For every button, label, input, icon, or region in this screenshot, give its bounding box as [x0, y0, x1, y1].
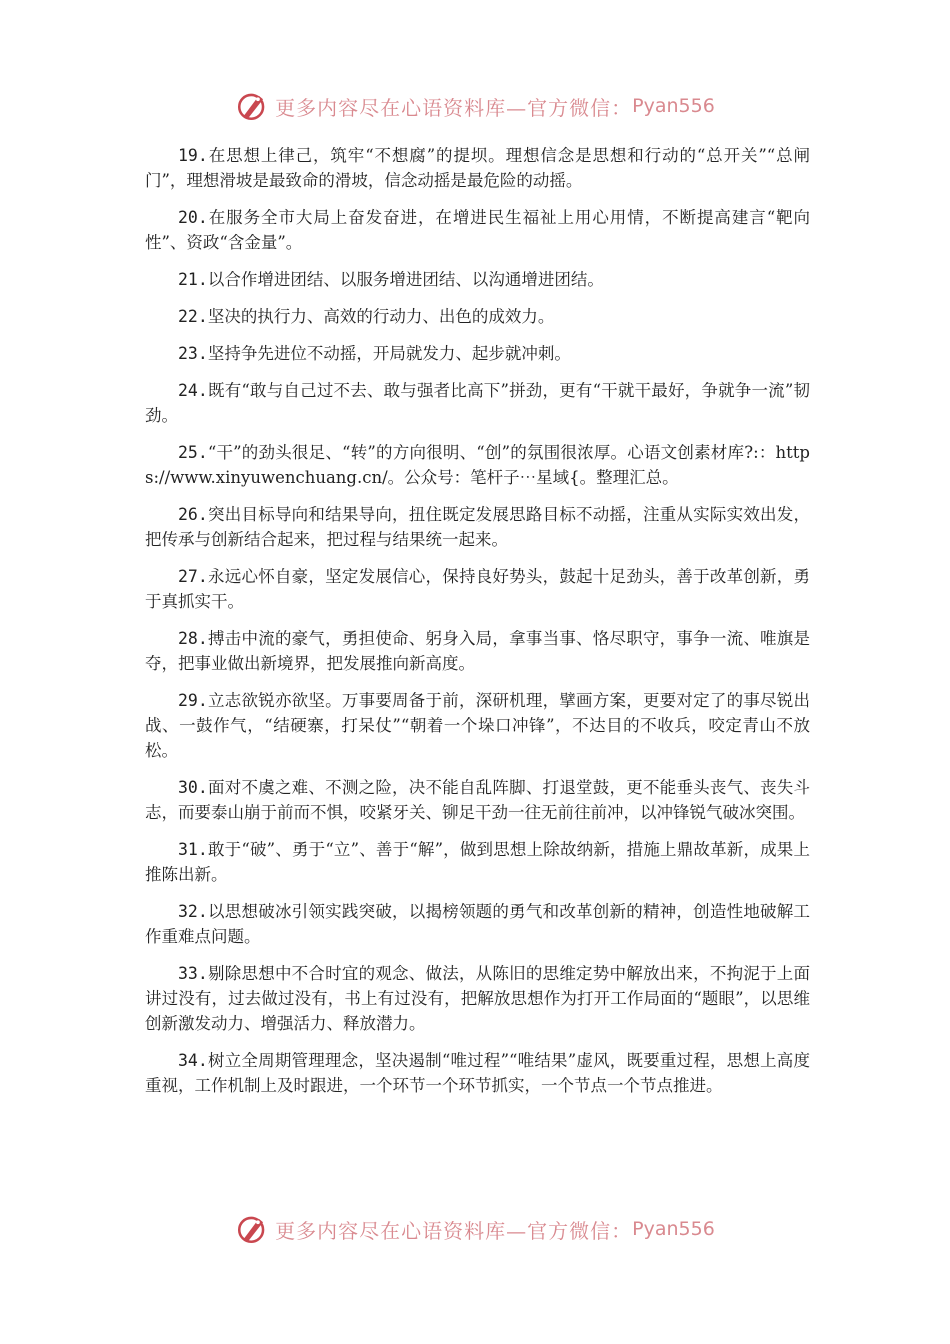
paragraph-26 [145, 502, 810, 552]
banner-wechat-id: Pyan556 [632, 95, 715, 117]
paragraph-25 [145, 440, 810, 490]
pen-nib-logo-icon [235, 1212, 269, 1246]
paragraph-number: 26. [178, 505, 208, 524]
paragraph-number: 25. [178, 443, 208, 462]
footer-banner [0, 1209, 950, 1249]
banner-text: 更多内容尽在心语资料库—官方微信： [275, 95, 633, 120]
paragraph-29 [145, 688, 810, 763]
paragraph-30 [145, 775, 810, 825]
paragraph-number: 29. [178, 691, 208, 710]
paragraph-text: 既有“敢与自己过不去、敢与强者比高下”拼劲，更有“干就干最好，争就争一流”韧劲。 [145, 381, 810, 425]
paragraph-text: 以合作增进团结、以服务增进团结、以沟通增进团结。 [207, 270, 604, 289]
paragraph-34 [145, 1048, 810, 1098]
paragraph-number: 31. [178, 840, 208, 859]
paragraph-21 [145, 267, 810, 292]
paragraph-text: 永远心怀自豪，坚定发展信心，保持良好势头，鼓起十足劲头，善于改革创新，勇于真抓实干。 [145, 567, 810, 611]
paragraph-text: 突出目标导向和结果导向，扭住既定发展思路目标不动摇，注重从实际实效出发，把传承与创新结合起来，把过程与结果统一起来。 [145, 505, 810, 549]
paragraph-33 [145, 961, 810, 1036]
paragraph-23 [145, 341, 810, 366]
paragraph-text: 坚决的执行力、高效的行动力、出色的成效力。 [207, 307, 555, 326]
paragraph-number: 23. [178, 344, 208, 363]
paragraph-text: 剔除思想中不合时宜的观念、做法，从陈旧的思维定势中解放出来，不拘泥于上面讲过没有，过去做过没有，书上有过没有，把解放思想作为打开工作局面的“题眼”，以思维创新激发动力、增强活力、释放潜力。 [145, 964, 810, 1033]
paragraph-text: “干”的劲头很足、“转”的方向很明、“创”的氛围很浓厚。心语文创素材库?:：https://www.xinyuwenchuang.cn/。公众号：笔杆子⋯星域{。整理汇总。 [145, 443, 810, 487]
pen-nib-logo-icon [235, 89, 269, 123]
paragraph-28 [145, 626, 810, 676]
paragraph-text: 以思想破冰引领实践突破，以揭榜领题的勇气和改革创新的精神，创造性地破解工作重难点问题。 [145, 902, 810, 946]
paragraph-31 [145, 837, 810, 887]
paragraph-19 [145, 143, 810, 193]
paragraph-text: 面对不虞之难、不测之险，决不能自乱阵脚、打退堂鼓，更不能垂头丧气、丧失斗志，而要泰山崩于前而不惧，咬紧牙关、铆足干劲一往无前往前冲，以冲锋锐气破冰突围。 [145, 778, 810, 822]
paragraph-24 [145, 378, 810, 428]
document-body [145, 143, 810, 1110]
paragraph-number: 20. [178, 208, 208, 227]
header-banner [0, 86, 950, 126]
paragraph-number: 21. [178, 270, 208, 289]
paragraph-text: 在服务全市大局上奋发奋进，在增进民生福祉上用心用情，不断提高建言“靶向性”、资政“含金量”。 [145, 208, 810, 252]
paragraph-number: 27. [178, 567, 208, 586]
paragraph-number: 33. [178, 964, 208, 983]
paragraph-number: 28. [178, 629, 208, 648]
paragraph-number: 19. [178, 146, 208, 165]
paragraph-27 [145, 564, 810, 614]
paragraph-text: 搏击中流的豪气，勇担使命、躬身入局，拿事当事、恪尽职守，事争一流、唯旗是夺，把事业做出新境界，把发展推向新高度。 [145, 629, 810, 673]
paragraph-text: 在思想上律己，筑牢“不想腐”的提坝。理想信念是思想和行动的“总开关”“总闸门”，理想滑坡是最致命的滑坡，信念动摇是最危险的动摇。 [145, 146, 810, 190]
paragraph-text: 坚持争先进位不动摇，开局就发力、起步就冲刺。 [207, 344, 571, 363]
banner-wechat-id: Pyan556 [632, 1218, 715, 1240]
banner-text: 更多内容尽在心语资料库—官方微信： [275, 1218, 633, 1243]
paragraph-22 [145, 304, 810, 329]
paragraph-text: 树立全周期管理理念，坚决遏制“唯过程”“唯结果”虚风，既要重过程，思想上高度重视，工作机制上及时跟进，一个环节一个环节抓实，一个节点一个节点推进。 [145, 1051, 810, 1095]
paragraph-number: 34. [178, 1051, 208, 1070]
paragraph-number: 24. [178, 381, 208, 400]
paragraph-text: 立志欲锐亦欲坚。万事要周备于前，深研机理，擘画方案，更要对定了的事尽锐出战、一鼓作气，“结硬寨，打呆仗”“朝着一个垛口冲锋”，不达目的不收兵，咬定青山不放松。 [145, 691, 810, 760]
paragraph-number: 22. [178, 307, 208, 326]
paragraph-text: 敢于“破”、勇于“立”、善于“解”，做到思想上除故纳新，措施上鼎故革新，成果上推陈出新。 [145, 840, 810, 884]
paragraph-number: 32. [178, 902, 208, 921]
paragraph-32 [145, 899, 810, 949]
paragraph-number: 30. [178, 778, 208, 797]
paragraph-20 [145, 205, 810, 255]
